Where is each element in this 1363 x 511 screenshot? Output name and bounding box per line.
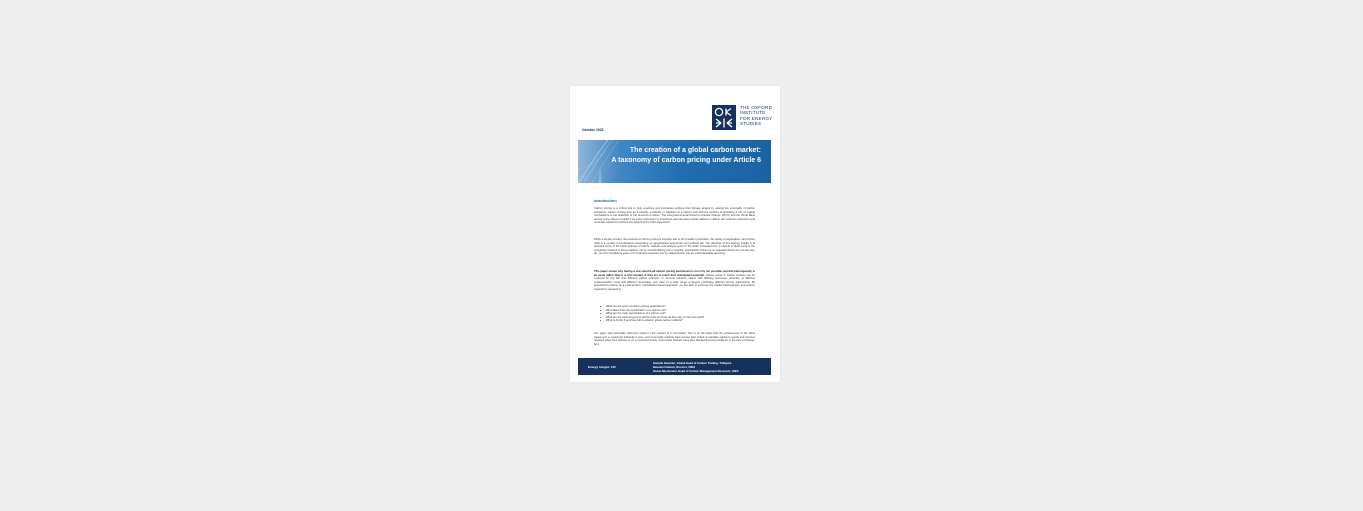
document-page — [570, 86, 780, 382]
publication-date: October 2023 — [582, 128, 604, 132]
list-item: What are the various types of carbon units and how do they vary in cost and yield? — [600, 316, 750, 320]
key-statement: This paper shows why having a one-size-fits-all carbon pricing mechanism is not only not possible, but that heterogeneity is an asset rather than it is first needed, if they are to reach their anticipated potential. — [594, 270, 755, 277]
institute-name — [740, 105, 780, 126]
logo-line: STUDIES — [740, 120, 762, 126]
author-list — [653, 361, 738, 374]
report-title-line2: A taxonomy of carbon pricing under Article 6 — [611, 156, 761, 164]
logo-line: INSTITUTE — [740, 110, 766, 116]
list-item: What is Article 6 and how will it underpin global carbon markets? — [600, 319, 750, 323]
body-paragraph: Carbon pricing is a critical tool to help countries and companies achieve their climate targets by valuing the externality of carbon emissions. Carbon pricing acts as a penalty, a subsidy or valuation of a carbon sink with the function of activating a mix of market mechanisms to the reduction or the removal of carbon. The Intergovernmental Panel on Climate Change (IPCC) and the World Bank among many others consider it as a key instrument to incentivize and stimulate capital markets to deliver the emission reductions and removals required to achieve the targets of the Paris Agreement. — [594, 207, 755, 225]
logo-line: THE OXFORD — [740, 105, 773, 110]
list-item: Who determines the specification of a carbon unit? — [600, 309, 750, 313]
list-item: What are the types of carbon pricing applications? — [600, 305, 750, 309]
body-paragraph — [594, 270, 755, 291]
logo-line: FOR ENERGY — [740, 115, 773, 121]
question-list — [600, 305, 750, 323]
footer-bar — [578, 358, 771, 375]
title-banner — [578, 140, 771, 183]
oies-logo-icon — [712, 105, 736, 130]
author-line: Bassam Fattouh, Director, OIES — [653, 364, 696, 369]
author-line: Hasan Muslemani, Head of Carbon Management Research, OIES — [653, 369, 739, 374]
section-heading: Introduction — [594, 198, 617, 203]
list-item: What are the main specifications of a carbon unit? — [600, 312, 750, 316]
report-title-line1: The creation of a global carbon market: — [629, 147, 761, 154]
paragraph-continuation: Various points in carbon markets can be explored for the fact that different carbon reduction or removal solutions deliver with differing outcomes: potential, at different implementation costs and different timescales, and cater to a wide range of buyers prioritising different pricing applications. By approaching carbon as a multi-product, specification-based approach, we are able to embrace the market heterogeneity and nuance required by answering: — [594, 273, 755, 291]
body-paragraph: The paper will continually reference carbon in the context of a commodity. This is on the basis that the achievement of the Paris Agreement is measured indirectly in tons, and commodity markets have proven their suited to translate capital to goods and services required when their delivery is on a volumetric basis. Commodity markets have also displayed strong resilience in the face of change, be it — [594, 332, 755, 346]
author-line: Hannah Hauman, Global Head of Carbon Trading, Trafigura — [653, 360, 732, 365]
series-label: Energy Insight: 135 — [588, 364, 616, 369]
report-title — [611, 146, 761, 165]
body-paragraph: While a simple concept, the universe of carbon pricing is complex due to the breadth of activities, the variety of applications, and further what is a myriad of combinations depending on geographical opportunity and political will. The objective of this Energy Insight is to describe some of the basic features of carbon markets and analyse some of the wider consequences. It intends to distil some of the complexity inherent in these markets, not by oversimplifying into a 'singular' specification driven by a misguided desire for one-size-fits-all – be it for simplicity's sake or for business purposes, but by categorisation into an understandable taxonomy. — [594, 238, 755, 256]
